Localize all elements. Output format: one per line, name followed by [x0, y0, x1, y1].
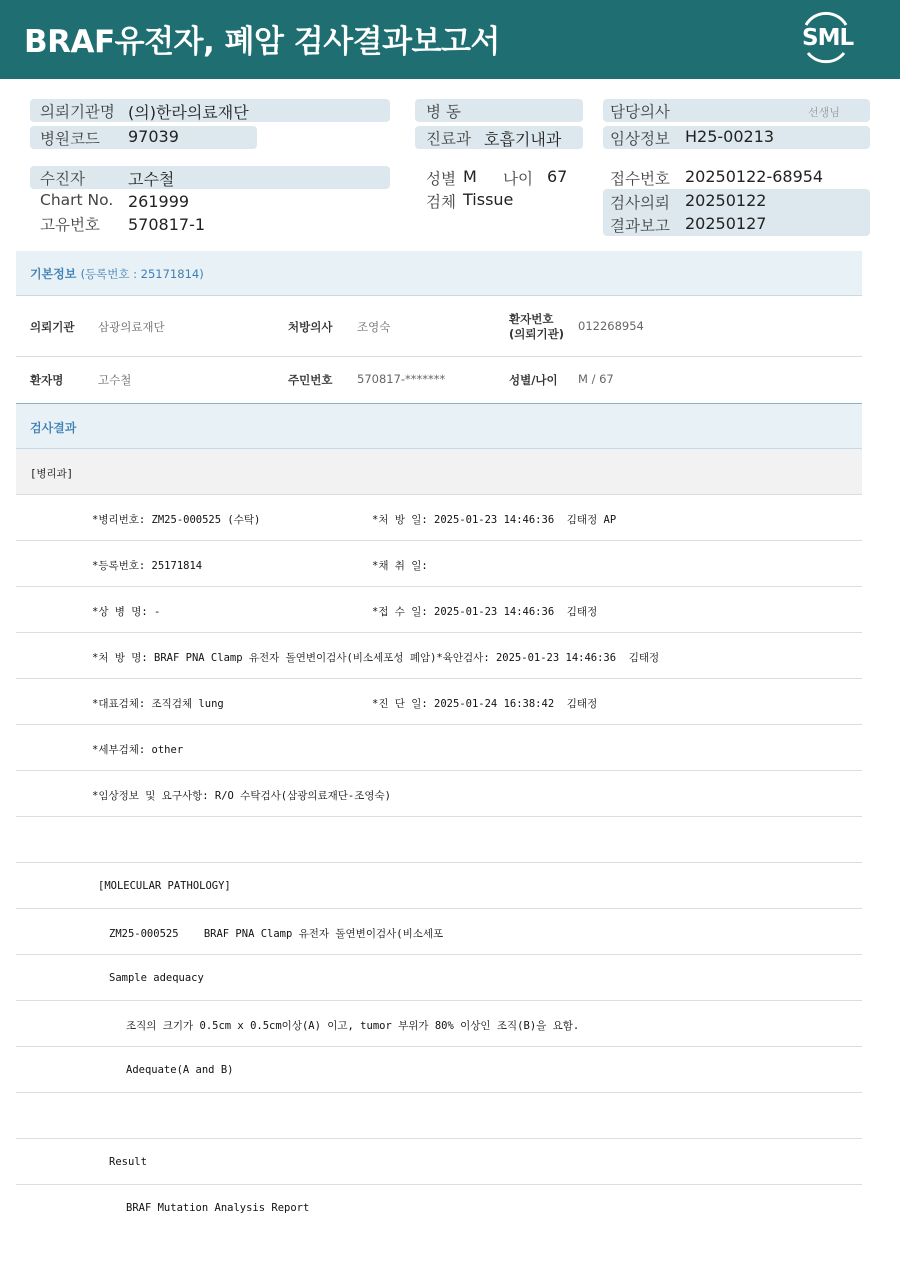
- clinical-info-value: H25-00213: [685, 127, 775, 146]
- registration-number: (등록번호 : 25171814): [80, 267, 204, 281]
- chart-no-value: 261999: [128, 192, 190, 211]
- receipt-no-label: 접수번호: [610, 170, 670, 188]
- patient-no-sublabel: (의뢰기관): [509, 327, 564, 341]
- prescriber-value: 조영숙: [357, 320, 391, 334]
- department-label: 진료과: [426, 130, 471, 148]
- molecular-line: [16, 1185, 862, 1231]
- request-date-label: 검사의뢰: [610, 194, 670, 212]
- prescription-date: *처 방 일: 2025-01-23 14:46:36 김태정 AP: [372, 514, 617, 526]
- unique-no-label: 고유번호: [40, 216, 100, 234]
- resident-no-label: 주민번호: [288, 373, 333, 387]
- molecular-line: [16, 909, 862, 955]
- report-header: [0, 0, 900, 79]
- molecular-line: [16, 1001, 862, 1047]
- report-date-label: 결과보고: [610, 217, 670, 235]
- institution-value: (의)한라의료재단: [128, 103, 249, 122]
- logo-text: SML: [802, 25, 854, 51]
- detailed-specimen: *세부검체: other: [92, 744, 184, 756]
- result-line: [16, 633, 862, 679]
- prescriber-label: 처방의사: [288, 320, 333, 334]
- specimen-label: 검체: [426, 193, 456, 211]
- receipt-no-value: 20250122-68954: [685, 167, 824, 186]
- receipt-date: *접 수 일: 2025-01-23 14:46:36 김태정: [372, 606, 598, 618]
- patient-no-label: 환자번호: [509, 312, 554, 326]
- result-line: [16, 679, 862, 725]
- requester-label: 의뢰기관: [30, 320, 75, 334]
- registration-no-line: *등록번호: 25171814: [92, 560, 203, 572]
- hospital-code-label: 병원코드: [40, 130, 100, 148]
- patient-value: 고수철: [98, 373, 132, 387]
- pathology-number: *병리번호: ZM25-000525 (수탁): [92, 514, 261, 526]
- prescription-name: *처 방 명: BRAF PNA Clamp 유전자 돌연변이검사(비소세포성 폐암)*육안검사: 2025-01-23 14:46:36 김태정: [92, 652, 660, 664]
- blank-line: [16, 817, 862, 863]
- doctor-label: 담당의사: [610, 103, 670, 121]
- requester-value: 삼광의료재단: [98, 320, 165, 334]
- molecular-test-name: ZM25-000525 BRAF PNA Clamp 유전자 돌연변이검사(비소세포: [109, 928, 444, 940]
- result-line: [16, 587, 862, 633]
- clinical-info-label: 임상정보: [610, 130, 670, 148]
- hospital-code-value: 97039: [128, 127, 179, 146]
- pathology-dept-label: [병리과]: [30, 468, 74, 480]
- report-date-value: 20250127: [685, 214, 767, 233]
- sex-value: M: [463, 167, 477, 186]
- diagnosis-date: *진 단 일: 2025-01-24 16:38:42 김태정: [372, 698, 598, 710]
- results-title: 검사결과: [30, 421, 77, 435]
- patient-label: 환자명: [30, 373, 64, 387]
- molecular-line: [16, 955, 862, 1001]
- report-title: BRAF유전자, 폐암 검사결과보고서: [24, 24, 500, 60]
- result-line: [16, 495, 862, 541]
- unique-no-value: 570817-1: [128, 215, 206, 234]
- department-value: 호흡기내과: [484, 130, 562, 149]
- patient-name-label: 수진자: [40, 170, 85, 188]
- ward-label: 병 동: [426, 103, 461, 121]
- chart-no-label: Chart No.: [40, 191, 114, 209]
- age-value: 67: [547, 167, 568, 186]
- molecular-header: [MOLECULAR PATHOLOGY]: [98, 880, 231, 892]
- basic-info-row: [16, 297, 862, 357]
- specimen-value: Tissue: [463, 190, 514, 209]
- collection-date: *채 취 일:: [372, 560, 428, 572]
- result-line: [16, 541, 862, 587]
- molecular-line: [16, 863, 862, 909]
- basic-info-title: [30, 265, 204, 282]
- results-header: [16, 403, 862, 449]
- doctor-suffix: 선생님: [808, 106, 840, 119]
- result-heading: Result: [109, 1156, 147, 1168]
- institution-label: 의뢰기관명: [40, 103, 115, 121]
- sample-adequacy-result: Adequate(A and B): [126, 1064, 234, 1076]
- sex-label: 성별: [426, 170, 456, 188]
- mutation-report-title: BRAF Mutation Analysis Report: [126, 1202, 310, 1214]
- patient-no-value: 012268954: [578, 319, 644, 333]
- age-label: 나이: [503, 170, 533, 188]
- sex-age-value: M / 67: [578, 372, 614, 386]
- diagnosis-name: *상 병 명: -: [92, 606, 161, 618]
- molecular-line: [16, 1139, 862, 1185]
- sml-logo: [796, 11, 856, 67]
- molecular-line: [16, 1093, 862, 1139]
- sample-criteria: 조직의 크기가 0.5cm x 0.5cm이상(A) 이고, tumor 부위가 80% 이상인 조직(B)을 요함.: [126, 1020, 580, 1032]
- sample-adequacy-heading: Sample adequacy: [109, 972, 204, 984]
- resident-no-value: 570817-*******: [357, 372, 446, 386]
- clinical-requirements: *임상정보 및 요구사항: R/O 수탁검사(삼광의료재단-조영숙): [92, 790, 392, 802]
- result-line: [16, 771, 862, 817]
- basic-info-header: [16, 251, 862, 296]
- representative-specimen: *대표검체: 조직검체 lung: [92, 698, 224, 710]
- basic-info-title-text: 기본정보: [30, 267, 77, 281]
- request-date-value: 20250122: [685, 191, 767, 210]
- basic-info-row: [16, 357, 862, 403]
- molecular-line: [16, 1047, 862, 1093]
- pathology-dept-row: [16, 449, 862, 495]
- result-line: [16, 725, 862, 771]
- patient-name-value: 고수철: [128, 170, 175, 189]
- sex-age-label: 성별/나이: [509, 373, 558, 387]
